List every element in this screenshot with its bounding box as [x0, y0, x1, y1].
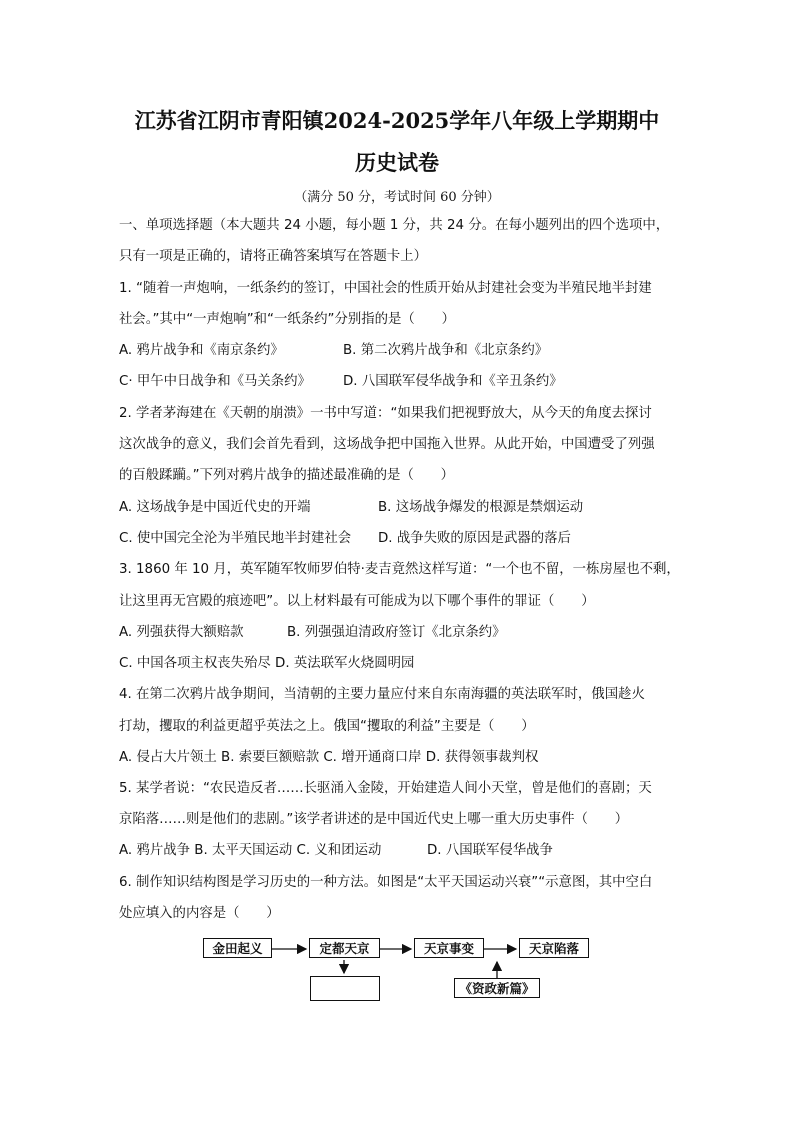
section-instruction-line2: 只有一项是正确的，请将正确答案填写在答题卡上）: [119, 249, 427, 264]
q3-stem-line2: 让这里再无宫殿的痕迹吧”。以上材料最有可能成为以下哪个事件的罪证（ ）: [119, 594, 595, 609]
q5-option-d: D. 八国联军侵华战争: [427, 843, 553, 858]
q4-stem-line1: 4. 在第二次鸦片战争期间，当清朝的主要力量应付来自东南海疆的英法联军时，俄国趁火: [119, 687, 645, 702]
q5-stem-line1: 5. 某学者说：“农民造反者……长驱涌入金陵，开始建造人间小天堂，曾是他们的喜剧；天: [119, 781, 652, 796]
diagram-box-tianjing-incident: 天京事变: [414, 938, 484, 958]
q3-option-b: B. 列强强迫清政府签订《北京条约》: [287, 625, 506, 640]
q2-option-a: A. 这场战争是中国近代史的开端: [119, 500, 311, 515]
q2-option-d: D. 战争失败的原因是武器的落后: [378, 531, 571, 546]
q3-options-c-d: C. 中国各项主权丧失殆尽 D. 英法联军火烧圆明园: [119, 656, 415, 671]
section-instruction-line1: 一、单项选择题（本大题共 24 小题，每小题 1 分，共 24 分。在每小题列出的四个选项中，: [119, 218, 670, 233]
q1-option-c: C· 甲午中日战争和《马关条约》: [119, 374, 311, 389]
q2-option-c: C. 使中国完全沦为半殖民地半封建社会: [119, 531, 352, 546]
exam-title-line1: 江苏省江阴市青阳镇2024-2025学年八年级上学期期中: [134, 108, 660, 133]
q1-option-a: A. 鸦片战争和《南京条约》: [119, 343, 284, 358]
q6-stem-line1: 6. 制作知识结构图是学习历史的一种方法。如图是“太平天国运动兴衰”“示意图，其中空白: [119, 875, 653, 890]
q1-stem-line2: 社会。”其中“一声炮响”和“一纸条约”分别指的是（ ）: [119, 312, 455, 327]
diagram-box-jintian-uprising: 金田起义: [203, 938, 272, 958]
q3-stem-line1: 3. 1860 年 10 月，英军随军牧师罗伯特·麦吉竟然这样写道：“一个也不留，一栋房屋也不剩，: [119, 562, 680, 577]
q6-stem-line2: 处应填入的内容是（ ）: [119, 906, 280, 921]
q2-stem-line3: 的百般蹂躏。”下列对鸦片战争的描述最准确的是（ ）: [119, 468, 455, 483]
q4-stem-line2: 打劫，攫取的利益更超乎英法之上。俄国“攫取的利益”主要是（ ）: [119, 719, 535, 734]
exam-title-line2: 历史试卷: [355, 150, 439, 175]
q3-option-a: A. 列强获得大额赔款: [119, 625, 244, 640]
q4-options: A. 侵占大片领土 B. 索要巨额赔款 C. 增开通商口岸 D. 获得领事裁判权: [119, 750, 539, 765]
q1-option-b: B. 第二次鸦片战争和《北京条约》: [343, 343, 549, 358]
q2-option-b: B. 这场战争爆发的根源是禁烟运动: [378, 500, 584, 515]
q1-option-d: D. 八国联军侵华战争和《辛丑条约》: [343, 374, 563, 389]
q2-stem-line1: 2. 学者茅海建在《天朝的崩溃》一书中写道：“如果我们把视野放大，从今天的角度去探讨: [119, 406, 652, 421]
q2-stem-line2: 这次战争的意义，我们会首先看到，这场战争把中国拖入世界。从此开始，中国遭受了列强: [119, 437, 655, 452]
diagram-box-capital-tianjing: 定都天京: [309, 938, 380, 958]
q5-options-a-c: A. 鸦片战争 B. 太平天国运动 C. 义和团运动: [119, 843, 382, 858]
q5-stem-line2: 京陷落……则是他们的悲剧。”该学者讲述的是中国近代史上哪一重大历史事件（ ）: [119, 812, 629, 827]
diagram-box-zizheng-xinpian: 《资政新篇》: [454, 978, 540, 998]
q1-stem-line1: 1. “随着一声炮响，一纸条约的签订，中国社会的性质开始从封建社会变为半殖民地半封建: [119, 281, 652, 296]
diagram-box-tianjing-fall: 天京陷落: [519, 938, 589, 958]
diagram-blank-box: [310, 976, 380, 1001]
exam-subtitle: （满分 50 分，考试时间 60 分钟）: [294, 190, 500, 205]
